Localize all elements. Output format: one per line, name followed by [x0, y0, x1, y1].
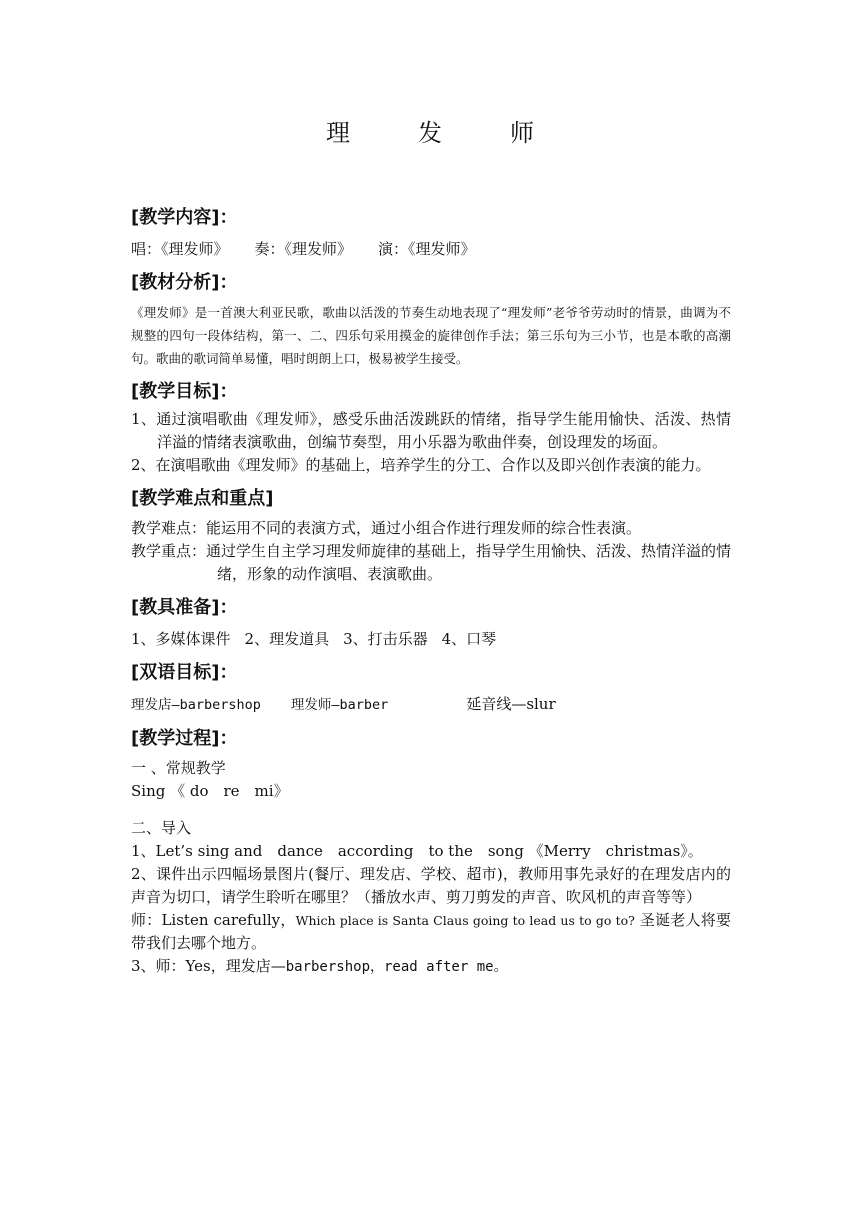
- difficulty-text: 教学难点：能运用不同的表演方式，通过小组合作进行理发师的综合性表演。: [131, 519, 642, 537]
- content-item-act: 演：《理发师》: [378, 240, 476, 258]
- process-line: [131, 955, 731, 979]
- focus-text: 教学重点：通过学生自主学习理发师旋律的基础上，指导学生用愉快、活泼、热情洋溢的情绪，形象的动作演唱、表演歌曲。: [131, 542, 732, 583]
- teacher-question: Which place is Santa Claus going to lead us to go to?: [295, 913, 635, 928]
- step2-title: 二、导入: [131, 819, 192, 837]
- heading-bilingual: [双语目标]：: [131, 662, 238, 683]
- goal-item: 2、在演唱歌曲《理发师》的基础上，培养学生的分工、合作以及即兴创作表演的能力。: [131, 456, 711, 474]
- teacher-answer: 3、师：Yes，理发店—: [131, 957, 286, 975]
- heading-goals: [教学目标]：: [131, 381, 238, 402]
- heading-tools: [教具准备]：: [131, 597, 238, 618]
- analysis-text: 《理发师》是一首澳大利亚民歌，歌曲以活泼的节奏生动地表现了“理发师”老爷爷劳动时的情景，曲调为不规整的四句一段体结构，第一、二、四乐句采用摸金的旋律创作手法；第三乐句为三小节，也是本歌的高潮句。歌曲的歌词简单易懂，唱时朗朗上口，极易被学生接受。: [131, 305, 731, 366]
- page-title: 理 发 师: [326, 119, 556, 147]
- document-body: [131, 200, 731, 979]
- tool-item: 3、打击乐器: [343, 630, 428, 648]
- bilingual-item: 理发师—barber: [290, 697, 389, 713]
- bilingual-item: 理发店—barbershop: [131, 697, 261, 713]
- content-item-sing: 唱：《理发师》: [131, 240, 229, 258]
- process-line: [131, 909, 731, 955]
- tool-item: 2、理发道具: [244, 630, 330, 648]
- goal-item: 1、通过演唱歌曲《理发师》，感受乐曲活泼跳跃的情绪，指导学生能用愉快、活泼、热情洋溢的情绪表演歌曲，创编节奏型，用小乐器为歌曲伴奏，创设理发的场面。: [131, 410, 731, 451]
- tools-line: [131, 628, 731, 651]
- step1-line: Sing 《 do re mi》: [131, 782, 289, 800]
- teacher-answer-en: barbershop，read after me。: [285, 959, 508, 975]
- heading-content: [教学内容]：: [131, 207, 238, 228]
- heading-key-points: [教学难点和重点]: [131, 488, 274, 509]
- content-item-play: 奏：《理发师》: [254, 240, 353, 258]
- process-line: 2、课件出示四幅场景图片(餐厅、理发店、学校、超市)，教师用事先录好的在理发店内的声音为切口，请学生聆听在哪里？（播放水声、剪刀剪发的声音、吹风机的声音等等）: [131, 865, 731, 906]
- tool-item: 1、多媒体课件: [131, 630, 231, 648]
- tool-item: 4、口琴: [441, 630, 497, 648]
- content-line: [131, 238, 731, 261]
- heading-process: [教学过程]：: [131, 728, 238, 749]
- step1-title: 一 、常规教学: [131, 759, 226, 777]
- bilingual-line: [131, 693, 731, 717]
- teacher-prompt: 师：Listen carefully，: [131, 911, 296, 929]
- bilingual-item: 延音线—slur: [466, 695, 556, 713]
- process-line: 1、Let’s sing and dance according to the song 《Merry christmas》。: [131, 842, 703, 860]
- teacher-question-cn: 圣诞老人将要带我们去哪个地方。: [131, 911, 731, 952]
- heading-analysis: [教材分析]：: [131, 272, 238, 293]
